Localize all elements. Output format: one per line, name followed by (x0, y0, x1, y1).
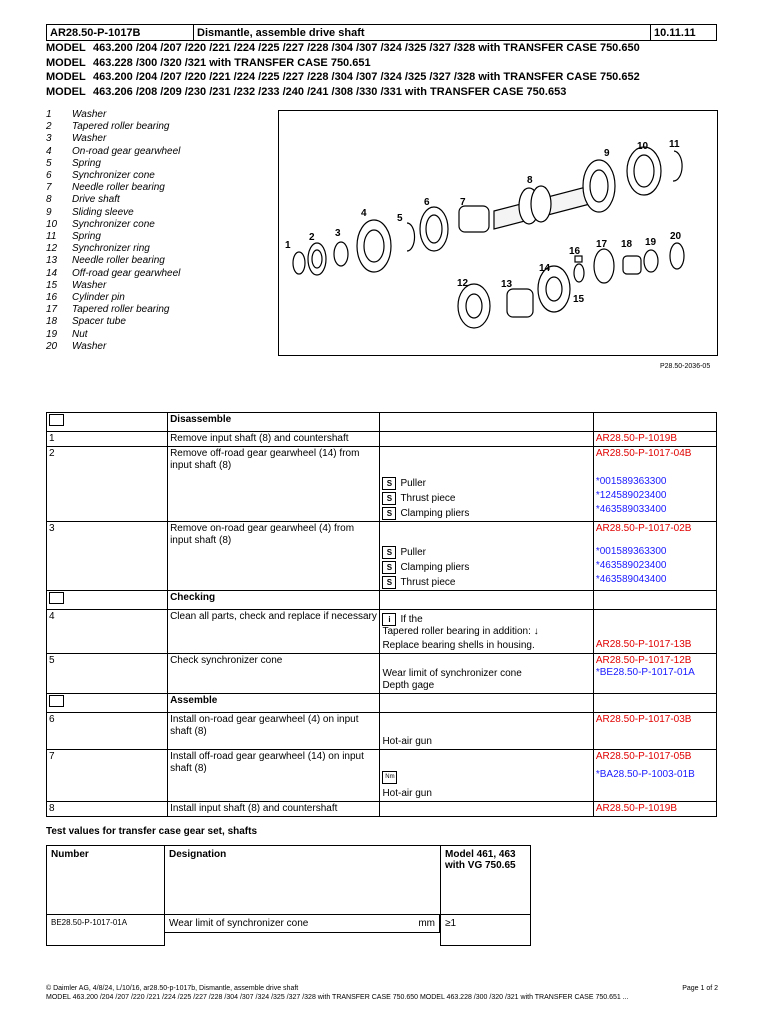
legend-name: Spring (72, 231, 101, 243)
test-value-designation: Wear limit of synchronizer cone (169, 918, 309, 929)
callout-label: 14 (539, 263, 551, 274)
legend-name: Nut (72, 328, 88, 340)
legend-number: 5 (46, 157, 52, 169)
callout-label: 6 (424, 197, 430, 208)
callout-label: 18 (621, 239, 633, 250)
legend-item (46, 207, 266, 219)
step-note: Replace bearing shells in housing. (382, 640, 535, 651)
tool-icon: S (382, 492, 396, 505)
legend-name: Washer (72, 279, 107, 291)
callout-label: 15 (573, 294, 585, 305)
tool-item (382, 492, 590, 505)
step-note: If the (400, 613, 423, 625)
figure-id: P28.50-2036-05 (660, 363, 711, 370)
legend-number: 13 (46, 255, 58, 267)
legend-item (46, 158, 266, 170)
test-value-number: BE28.50-P-1017-01A (47, 915, 165, 946)
tool-number-link[interactable]: *124589023400 (595, 490, 667, 501)
test-value: ≥1 (441, 915, 531, 946)
model-text: 463.228 /300 /320 /321 with TRANSFER CASE 750.651 (93, 56, 371, 69)
assemble-icon (49, 695, 64, 707)
callout-label: 3 (335, 228, 341, 239)
model-row (46, 85, 726, 100)
step-ref-link[interactable]: AR28.50-P-1017-05B (595, 751, 692, 762)
step-number: 8 (47, 802, 168, 817)
model-label: MODEL (46, 42, 86, 54)
legend-number: 9 (46, 206, 52, 218)
footer-copyright: © Daimler AG, 4/8/24, L/10/16, ar28.50-p-1017b, Dismantle, assemble drive shaft (46, 985, 299, 992)
callout-label: 7 (460, 197, 466, 208)
legend-number: 12 (46, 243, 58, 255)
legend-item (46, 329, 266, 341)
legend-item (46, 341, 266, 353)
step-note: Hot-air gun (382, 736, 432, 747)
tool-item (382, 561, 590, 574)
tool-number-link[interactable]: *463589043400 (595, 574, 667, 585)
callout-label: 10 (637, 141, 649, 152)
legend-number: 16 (46, 292, 58, 304)
section-title: Checking (168, 591, 380, 610)
step-row (47, 610, 717, 654)
legend-item (46, 292, 266, 304)
info-icon: i (382, 613, 396, 626)
step-ref-link[interactable]: AR28.50-P-1017-04B (595, 448, 692, 459)
model-row (46, 70, 726, 85)
step-row (47, 713, 717, 750)
tool-item (382, 576, 590, 589)
callout-label: 2 (309, 232, 315, 243)
doc-id: AR28.50-P-1017B (47, 25, 194, 41)
step-number: 6 (47, 713, 168, 750)
step-row (47, 522, 717, 591)
tool-number-link[interactable]: *463589033400 (595, 504, 667, 515)
step-text: Install off-road gear gearwheel (14) on input shaft (8) (168, 750, 380, 802)
step-number: 7 (47, 750, 168, 802)
step-note: Wear limit of synchronizer cone (382, 668, 522, 679)
legend-number: 7 (46, 182, 52, 194)
footer-models: MODEL 463.200 /204 /207 /220 /221 /224 /225 /227 /228 /304 /307 /324 /325 /327 /328 with TRANSFER CASE 750.650 MODEL 463.228 /300 /320 /321 with TRANSFER CASE 750.651 ... (46, 994, 629, 1001)
tool-item (382, 546, 590, 559)
test-values-table (46, 845, 531, 946)
legend-item (46, 304, 266, 316)
step-text: Check synchronizer cone (168, 654, 380, 694)
legend-name: Tapered roller bearing (72, 121, 170, 133)
section-title: Assemble (168, 694, 380, 713)
legend-name: Cylinder pin (72, 292, 125, 304)
step-text: Install input shaft (8) and countershaft (168, 802, 380, 817)
legend-number: 1 (46, 109, 52, 120)
test-values-title: Test values for transfer case gear set, shafts (46, 826, 258, 837)
legend-number: 15 (46, 279, 58, 291)
step-note: Hot-air gun (382, 788, 432, 799)
callout-label: 9 (604, 148, 610, 159)
work-steps-table (46, 412, 717, 817)
legend-number: 20 (46, 340, 58, 352)
legend-name: Synchronizer ring (72, 243, 150, 255)
legend-name: Tapered roller bearing (72, 304, 170, 316)
callout-label: 16 (569, 246, 581, 257)
step-text: Remove on-road gear gearwheel (4) from input shaft (8) (168, 522, 380, 591)
disassemble-icon (49, 414, 64, 426)
legend-name: On-road gear gearwheel (72, 145, 181, 157)
model-text: 463.206 /208 /209 /230 /231 /232 /233 /240 /241 /308 /330 /331 with TRANSFER CASE 750.653 (93, 85, 567, 98)
legend-number: 19 (46, 328, 58, 340)
legend-item (46, 194, 266, 206)
step-text: Clean all parts, check and replace if necessary (168, 610, 380, 654)
callout-label: 19 (645, 237, 657, 248)
step-ref-link[interactable]: AR28.50-P-1017-03B (593, 713, 716, 750)
legend-name: Drive shaft (72, 194, 120, 206)
model-text: 463.200 /204 /207 /220 /221 /224 /225 /227 /228 /304 /307 /324 /325 /327 /328 with TRANSFER CASE 750.652 (93, 71, 640, 83)
page-footer (46, 984, 718, 1002)
step-note: Depth gage (382, 680, 435, 691)
checking-icon (49, 592, 64, 604)
step-note: Tapered roller bearing in addition: ↓ (382, 626, 539, 637)
legend-name: Needle roller bearing (72, 255, 165, 267)
legend-number: 6 (46, 170, 52, 182)
legend-name: Synchronizer cone (72, 170, 155, 182)
doc-date: 10.11.11 (651, 25, 717, 41)
step-row (47, 654, 717, 694)
model-list (46, 41, 726, 99)
tool-item (382, 507, 590, 520)
callout-label: 20 (670, 231, 682, 242)
legend-number: 4 (46, 145, 52, 157)
legend-item (46, 219, 266, 231)
doc-title: Dismantle, assemble drive shaft (194, 25, 651, 41)
step-row (47, 432, 717, 447)
callout-label: 1 (285, 240, 291, 251)
callout-label: 13 (501, 279, 513, 290)
step-number: 2 (47, 447, 168, 522)
tool-name: Thrust piece (400, 576, 456, 588)
step-number: 5 (47, 654, 168, 694)
legend-item (46, 109, 266, 121)
exploded-view-figure (278, 110, 718, 356)
tool-icon: S (382, 477, 396, 490)
legend-item (46, 146, 266, 158)
legend-number: 2 (46, 121, 52, 133)
tool-name: Clamping pliers (400, 507, 470, 519)
test-value-link[interactable]: *BE28.50-P-1017-01A (595, 667, 695, 678)
section-title: Disassemble (168, 413, 380, 432)
exploded-view-drawing (279, 111, 717, 355)
col-number: Number (47, 846, 165, 915)
callout-label: 4 (361, 208, 367, 219)
legend-item (46, 268, 266, 280)
test-value-unit: mm (418, 918, 435, 929)
section-row (47, 694, 717, 713)
legend-name: Synchronizer cone (72, 218, 155, 230)
legend-name: Washer (72, 340, 107, 352)
tool-number-link[interactable]: *001589363300 (595, 546, 667, 557)
legend-item (46, 170, 266, 182)
legend-number: 10 (46, 218, 58, 230)
model-label: MODEL (46, 85, 86, 98)
document-header (46, 24, 717, 41)
step-text: Install on-road gear gearwheel (4) on input shaft (8) (168, 713, 380, 750)
step-row (47, 750, 717, 802)
legend-name: Spacer tube (72, 316, 126, 328)
callout-label: 11 (669, 139, 680, 150)
tool-name: Thrust piece (400, 492, 456, 504)
legend-number: 18 (46, 316, 58, 328)
tool-name: Clamping pliers (400, 561, 470, 573)
legend-item (46, 280, 266, 292)
tool-icon: S (382, 576, 396, 589)
step-number: 4 (47, 610, 168, 654)
section-row (47, 413, 717, 432)
callout-label: 12 (457, 278, 469, 289)
torque-value-link[interactable]: *BA28.50-P-1003-01B (595, 769, 695, 780)
step-ref-link[interactable]: AR28.50-P-1017-12B (595, 655, 692, 666)
section-row (47, 591, 717, 610)
step-number: 1 (47, 432, 168, 447)
legend-name: Off-road gear gearwheel (72, 267, 181, 279)
legend-number: 8 (46, 194, 52, 206)
legend-name: Spring (72, 157, 101, 169)
legend-name: Needle roller bearing (72, 182, 165, 194)
tool-name: Puller (400, 546, 427, 558)
col-model: Model 461, 463 with VG 750.65 (441, 846, 531, 915)
legend-name: Washer (72, 133, 107, 145)
legend-item (46, 243, 266, 255)
legend-item (46, 316, 266, 328)
legend-name: Sliding sleeve (72, 206, 134, 218)
step-text: Remove off-road gear gearwheel (14) from input shaft (8) (168, 447, 380, 522)
legend-number: 14 (46, 267, 58, 279)
legend-item (46, 182, 266, 194)
model-text: 463.200 /204 /207 /220 /221 /224 /225 /227 /228 /304 /307 /324 /325 /327 /328 with TRANSFER CASE 750.650 (93, 42, 640, 54)
step-row (47, 447, 717, 522)
step-number: 3 (47, 522, 168, 591)
step-text: Remove input shaft (8) and countershaft (168, 432, 380, 447)
legend-number: 17 (46, 304, 58, 316)
step-row (47, 802, 717, 817)
model-row (46, 41, 726, 56)
page-number: Page 1 of 2 (682, 985, 718, 992)
parts-legend (46, 109, 266, 353)
tool-item (382, 477, 590, 490)
step-ref-link[interactable]: AR28.50-P-1019B (593, 432, 716, 447)
legend-item (46, 231, 266, 243)
model-label: MODEL (46, 56, 86, 69)
torque-icon: Nm (382, 771, 397, 784)
tool-name: Puller (400, 477, 427, 489)
tool-number-link[interactable]: *463589023400 (595, 560, 667, 571)
legend-item (46, 121, 266, 133)
legend-name: Washer (72, 109, 107, 120)
legend-item (46, 133, 266, 145)
model-label: MODEL (46, 71, 86, 83)
col-designation: Designation (165, 846, 441, 915)
model-row (46, 56, 726, 71)
step-ref-link[interactable]: AR28.50-P-1017-13B (595, 639, 692, 650)
callout-label: 8 (527, 175, 533, 186)
tool-icon: S (382, 507, 396, 520)
step-ref-link[interactable]: AR28.50-P-1017-02B (595, 523, 692, 534)
callout-label: 17 (596, 239, 608, 250)
legend-item (46, 255, 266, 267)
legend-number: 3 (46, 133, 52, 145)
legend-number: 11 (46, 231, 57, 243)
step-ref-link[interactable]: AR28.50-P-1019B (593, 802, 716, 817)
tool-icon: S (382, 546, 396, 559)
tool-icon: S (382, 561, 396, 574)
callout-label: 5 (397, 213, 403, 224)
tool-number-link[interactable]: *001589363300 (595, 476, 667, 487)
